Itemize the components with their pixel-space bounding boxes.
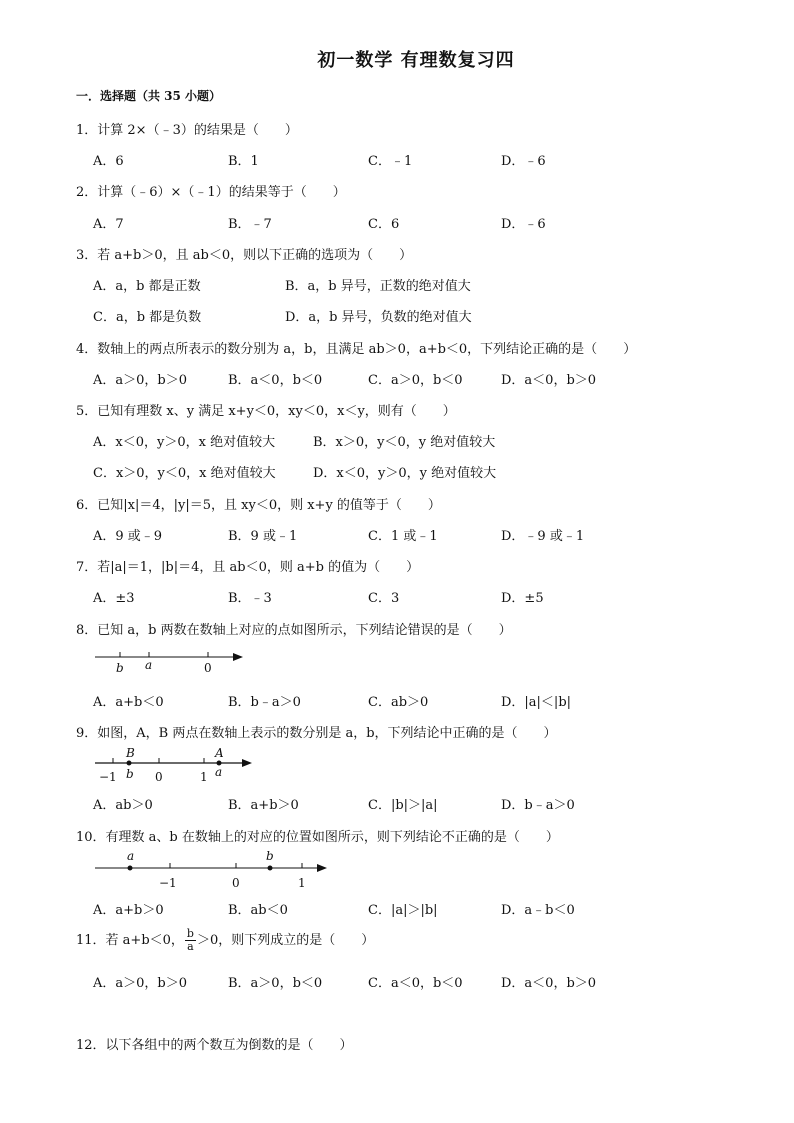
question-10-stem: 10．有理数 a、b 在数轴上的对应的位置如图所示，则下列结论不正确的是（ ）	[76, 830, 559, 845]
q8-option-c: C．ab＞0	[368, 695, 429, 710]
q6-option-b: B．9 或﹣1	[228, 529, 298, 544]
q1-option-a: A．6	[93, 154, 124, 169]
q10-option-b: B．ab＜0	[228, 903, 288, 918]
q8-label-a: a	[145, 658, 153, 672]
q8-option-a: A．a+b＜0	[93, 695, 164, 710]
q11-stem-before: 11．若 a+b＜0，	[76, 933, 184, 948]
q4-option-b: B．a＜0，b＜0	[228, 373, 323, 388]
q4-option-a: A．a＞0，b＞0	[93, 373, 188, 388]
question-11-stem	[76, 928, 374, 953]
question-5-stem: 5．已知有理数 x、y 满足 x+y＜0，xy＜0，x＜y，则有（ ）	[76, 404, 456, 419]
q9-label-a: a	[215, 765, 223, 779]
q11-option-a: A．a＞0，b＞0	[93, 976, 188, 991]
q9-option-c: C．|b|＞|a|	[368, 798, 438, 813]
q9-label-B: B	[126, 746, 135, 760]
question-4-stem: 4．数轴上的两点所表示的数分别为 a，b，且满足 ab＞0，a+b＜0，下列结论正确的是（ ）	[76, 342, 637, 357]
q3-option-a: A．a，b 都是正数	[93, 279, 201, 294]
q10-label-neg1: −1	[159, 876, 177, 890]
q10-label-zero: 0	[232, 876, 240, 890]
q2-option-b: B．﹣7	[228, 217, 272, 232]
q9-option-a: A．ab＞0	[93, 798, 153, 813]
q7-option-a: A．±3	[93, 591, 135, 606]
q10-option-c: C．|a|＞|b|	[368, 903, 438, 918]
question-1-stem: 1．计算 2×（﹣3）的结果是（ ）	[76, 123, 298, 138]
q7-option-d: D．±5	[501, 591, 544, 606]
q11-option-d: D．a＜0，b＞0	[501, 976, 597, 991]
q6-option-c: C．1 或﹣1	[368, 529, 438, 544]
q5-option-a: A．x＜0，y＞0，x 绝对值较大	[93, 435, 276, 450]
q3-option-c: C．a，b 都是负数	[93, 310, 202, 325]
question-8-stem: 8．已知 a，b 两数在数轴上对应的点如图所示，下列结论错误的是（ ）	[76, 623, 512, 638]
q9-label-A: A	[215, 746, 224, 760]
q9-option-b: B．a+b＞0	[228, 798, 299, 813]
q6-option-a: A．9 或﹣9	[93, 529, 163, 544]
q10-label-a: a	[127, 849, 135, 863]
q1-option-c: C．﹣1	[368, 154, 413, 169]
q1-option-d: D．﹣6	[501, 154, 546, 169]
q3-option-b: B．a，b 异号，正数的绝对值大	[285, 279, 471, 294]
q10-label-b: b	[266, 849, 274, 863]
q5-option-b: B．x＞0，y＜0，y 绝对值较大	[313, 435, 496, 450]
question-2-stem: 2．计算（﹣6）×（﹣1）的结果等于（ ）	[76, 185, 346, 200]
q9-label-b: b	[126, 767, 134, 781]
q11-stem-after: ＞0，则下列成立的是（ ）	[196, 933, 375, 948]
q9-label-neg1: −1	[99, 770, 117, 784]
q3-option-d: D．a，b 异号，负数的绝对值大	[285, 310, 472, 325]
q11-fraction-numerator: b	[186, 927, 194, 940]
q7-option-b: B．﹣3	[228, 591, 272, 606]
q8-option-b: B．b﹣a＞0	[228, 695, 301, 710]
q9-option-d: D．b﹣a＞0	[501, 798, 575, 813]
question-6-stem: 6．已知|x|＝4，|y|＝5，且 xy＜0，则 x+y 的值等于（ ）	[76, 498, 441, 513]
q5-option-d: D．x＜0，y＞0，y 绝对值较大	[313, 466, 497, 481]
q11-option-b: B．a＞0，b＜0	[228, 976, 323, 991]
q11-fraction	[185, 928, 196, 953]
q11-option-c: C．a＜0，b＜0	[368, 976, 463, 991]
q8-option-d: D．|a|＜|b|	[501, 695, 572, 710]
q2-option-a: A．7	[93, 217, 124, 232]
q7-option-c: C．3	[368, 591, 400, 606]
q4-option-c: C．a＞0，b＜0	[368, 373, 463, 388]
q11-fraction-denominator: a	[187, 940, 194, 953]
q2-option-d: D．﹣6	[501, 217, 546, 232]
section-heading: 一．选择题（共 35 小题）	[76, 89, 222, 103]
q9-label-zero: 0	[155, 770, 163, 784]
q5-option-c: C．x＞0，y＜0，x 绝对值较大	[93, 466, 276, 481]
q1-option-b: B．1	[228, 154, 259, 169]
q9-label-one: 1	[200, 770, 208, 784]
q10-option-a: A．a+b＞0	[93, 903, 164, 918]
q10-label-one: 1	[298, 876, 306, 890]
question-7-stem: 7．若|a|＝1，|b|＝4，且 ab＜0，则 a+b 的值为（ ）	[76, 560, 420, 575]
q8-label-b: b	[116, 661, 124, 675]
page-title: 初一数学 有理数复习四	[317, 50, 515, 71]
q4-option-d: D．a＜0，b＞0	[501, 373, 597, 388]
question-9-stem: 9．如图，A，B 两点在数轴上表示的数分别是 a，b，下列结论中正确的是（ ）	[76, 726, 557, 741]
question-12-stem: 12．以下各组中的两个数互为倒数的是（ ）	[76, 1038, 353, 1053]
q6-option-d: D．﹣9 或﹣1	[501, 529, 585, 544]
q2-option-c: C．6	[368, 217, 400, 232]
question-3-stem: 3．若 a+b＞0，且 ab＜0，则以下正确的选项为（ ）	[76, 248, 413, 263]
q10-option-d: D．a﹣b＜0	[501, 903, 575, 918]
q8-label-zero: 0	[204, 661, 212, 675]
